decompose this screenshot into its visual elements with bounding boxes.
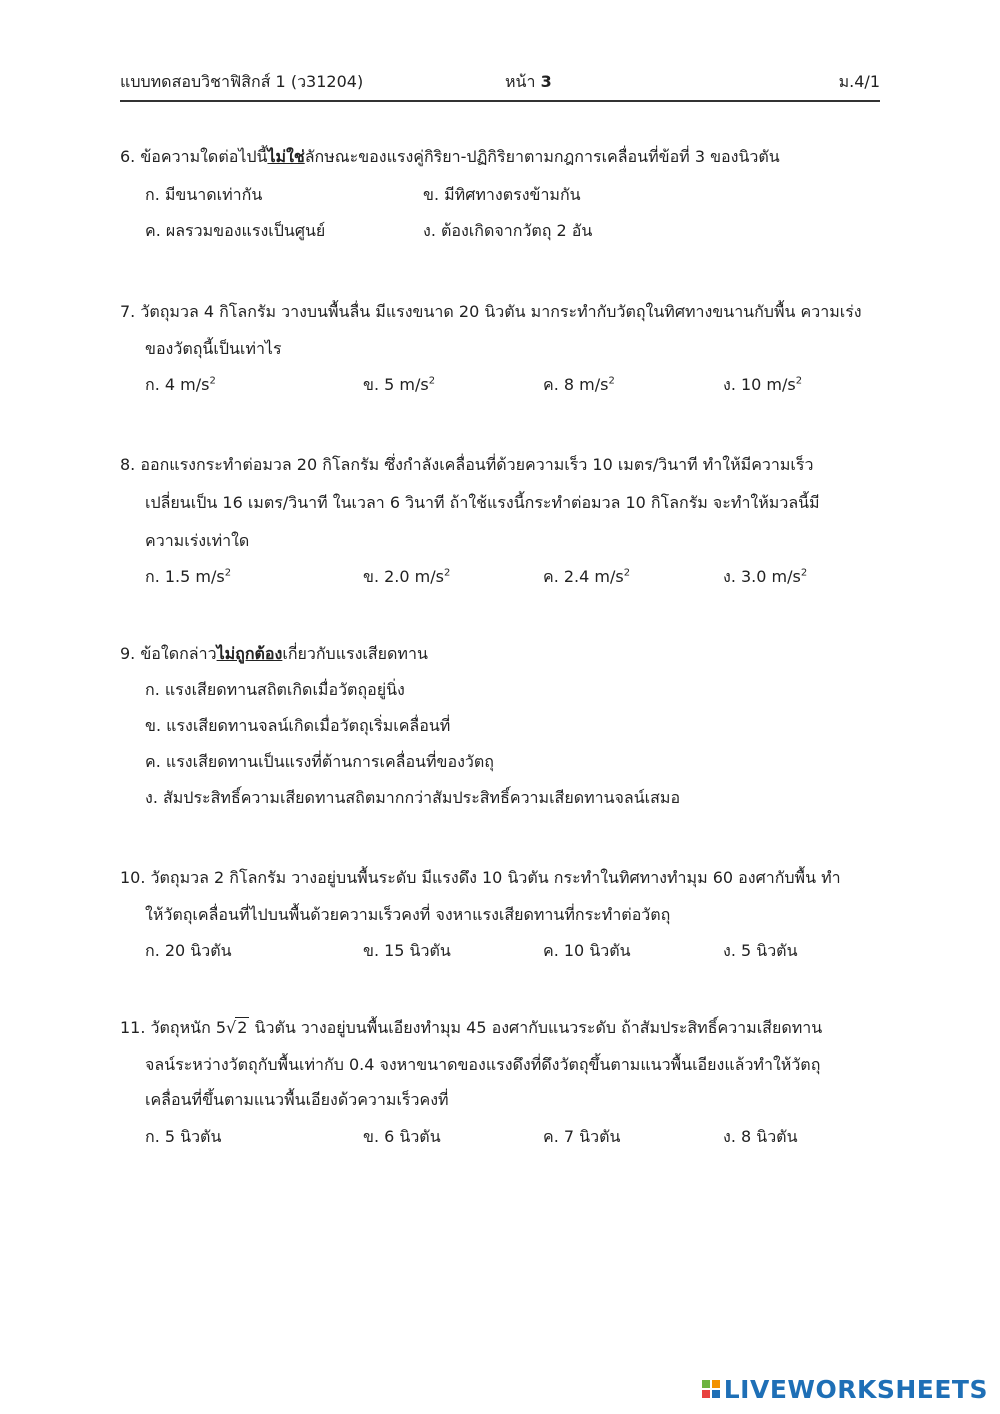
question-6 xyxy=(120,145,890,245)
q8-option-b-exp: 2 xyxy=(443,567,451,579)
q10-option-c[interactable]: ค. 10 นิวตัน xyxy=(543,941,631,960)
q7-option-c-text: ค. 8 m/s xyxy=(543,375,609,394)
q8-option-a[interactable] xyxy=(145,565,231,590)
sqrt-symbol: √2 xyxy=(226,1018,248,1037)
q9-option-a[interactable]: ก. แรงเสียดทานสถิตเกิดเมื่อวัตถุอยู่นิ่ง xyxy=(145,680,405,699)
header-subject: แบบทดสอบวิชาฟิสิกส์ 1 (ว31204) xyxy=(120,72,364,91)
question-8 xyxy=(120,453,890,593)
q7-option-b[interactable] xyxy=(363,373,435,398)
header-class: ม.4/1 xyxy=(838,72,880,91)
q7-option-d[interactable] xyxy=(723,373,802,398)
q7-option-a[interactable] xyxy=(145,373,216,398)
q7-option-d-exp: 2 xyxy=(795,375,803,387)
page-header xyxy=(120,70,880,102)
q10-option-b[interactable]: ข. 15 นิวตัน xyxy=(363,941,451,960)
q7-option-d-text: ง. 10 m/s xyxy=(723,375,796,394)
q8-option-d[interactable] xyxy=(723,565,807,590)
q10-option-d[interactable]: ง. 5 นิวตัน xyxy=(723,941,798,960)
q7-option-c[interactable] xyxy=(543,373,615,398)
q9-emphasis: ไม่ถูกต้อง xyxy=(216,644,283,663)
q10-option-a[interactable]: ก. 20 นิวตัน xyxy=(145,941,232,960)
q7-option-b-exp: 2 xyxy=(428,375,436,387)
q8-option-a-text: ก. 1.5 m/s xyxy=(145,567,225,586)
question-6-stem xyxy=(120,145,780,170)
q8-line-1: 8. ออกแรงกระทำต่อมวล 20 กิโลกรัม ซึ่งกำลังเคลื่อนที่ด้วยความเร็ว 10 เมตร/วินาที ทำให้มีความเร็ว xyxy=(120,455,814,474)
logo-text: LIVEWORKSHEETS xyxy=(723,1374,988,1404)
q11-option-b[interactable]: ข. 6 นิวตัน xyxy=(363,1127,441,1146)
question-7 xyxy=(120,300,890,400)
q11-radicand: 2 xyxy=(237,1018,248,1037)
q8-line-2: เปลี่ยนเป็น 16 เมตร/วินาที ในเวลา 6 วินาที ถ้าใช้แรงนี้กระทำต่อมวล 10 กิโลกรัม จะทำให้มวลนี้มี xyxy=(145,493,820,512)
q7-option-a-exp: 2 xyxy=(209,375,216,387)
q9-option-d[interactable]: ง. สัมประสิทธิ์ความเสียดทานสถิตมากกว่าสัมประสิทธิ์ความเสียดทานจลน์เสมอ xyxy=(145,788,681,807)
q10-line-1: 10. วัตถุมวล 2 กิโลกรัม วางอยู่บนพื้นระดับ มีแรงดึง 10 นิวตัน กระทำในทิศทางทำมุม 60 องศากับพื้น ทำ xyxy=(120,868,841,887)
q9-suffix: เกี่ยวกับแรงเสียดทาน xyxy=(282,644,428,663)
q10-line-2: ให้วัตถุเคลื่อนที่ไปบนพื้นด้วยความเร็วคงที่ จงหาแรงเสียดทานที่กระทำต่อวัตถุ xyxy=(145,905,671,924)
header-page-number: 3 xyxy=(540,72,552,91)
q11-line-1 xyxy=(120,1016,822,1041)
q6-option-d[interactable]: ง. ต้องเกิดจากวัตถุ 2 อัน xyxy=(423,221,593,240)
q7-option-b-text: ข. 5 m/s xyxy=(363,375,429,394)
header-page-label: หน้า xyxy=(505,72,541,91)
q6-prefix: 6. ข้อความใดต่อไปนี้ xyxy=(120,147,268,166)
q7-line-1: 7. วัตถุมวล 4 กิโลกรัม วางบนพื้นลื่น มีแรงขนาด 20 นิวตัน มากระทำกับวัตถุในทิศทางขนานกับพื้น ความเร่ง xyxy=(120,302,862,321)
q6-option-b[interactable]: ข. มีทิศทางตรงข้ามกัน xyxy=(423,185,581,204)
question-9-stem xyxy=(120,642,428,667)
q8-option-b[interactable] xyxy=(363,565,450,590)
q11-line-2: จลน์ระหว่างวัตถุกับพื้นเท่ากับ 0.4 จงหาขนาดของแรงดึงที่ดึงวัตถุขึ้นตามแนวพื้นเอียงแล้วทำให้วัตถุ xyxy=(145,1055,821,1074)
header-page xyxy=(505,70,552,95)
q6-option-a[interactable]: ก. มีขนาดเท่ากัน xyxy=(145,185,263,204)
question-10 xyxy=(120,866,890,966)
q6-suffix: ลักษณะของแรงคู่กิริยา-ปฏิกิริยาตามกฎการเคลื่อนที่ข้อที่ 3 ของนิวตัน xyxy=(304,147,780,166)
q9-option-b[interactable]: ข. แรงเสียดทานจลน์เกิดเมื่อวัตถุเริ่มเคลื่อนที่ xyxy=(145,716,451,735)
question-9 xyxy=(120,642,890,812)
q6-option-c[interactable]: ค. ผลรวมของแรงเป็นศูนย์ xyxy=(145,221,326,240)
q7-option-c-exp: 2 xyxy=(608,375,615,387)
q8-option-d-exp: 2 xyxy=(800,567,808,579)
logo-mark-icon xyxy=(702,1380,720,1398)
q9-option-c[interactable]: ค. แรงเสียดทานเป็นแรงที่ต้านการเคลื่อนที่ของวัตถุ xyxy=(145,752,494,771)
q7-option-a-text: ก. 4 m/s xyxy=(145,375,210,394)
q11-option-a[interactable]: ก. 5 นิวตัน xyxy=(145,1127,222,1146)
q7-line-2: ของวัตถุนี้เป็นเท่าไร xyxy=(145,339,282,358)
q8-option-d-text: ง. 3.0 m/s xyxy=(723,567,801,586)
q11-rest: นิวตัน วางอยู่บนพื้นเอียงทำมุม 45 องศากับแนวระดับ ถ้าสัมประสิทธิ์ความเสียดทาน xyxy=(249,1018,823,1037)
question-11 xyxy=(120,1016,890,1156)
q6-emphasis: ไม่ใช่ xyxy=(267,147,305,166)
q8-option-a-exp: 2 xyxy=(224,567,232,579)
q11-line-3: เคลื่อนที่ขึ้นตามแนวพื้นเอียงด้วความเร็วคงที่ xyxy=(145,1090,449,1109)
q8-option-c-exp: 2 xyxy=(623,567,631,579)
q8-option-b-text: ข. 2.0 m/s xyxy=(363,567,444,586)
q11-prefix: 11. วัตถุหนัก xyxy=(120,1018,216,1037)
liveworksheets-logo xyxy=(702,1374,988,1404)
q8-option-c[interactable] xyxy=(543,565,630,590)
q8-option-c-text: ค. 2.4 m/s xyxy=(543,567,624,586)
q11-option-d[interactable]: ง. 8 นิวตัน xyxy=(723,1127,798,1146)
q9-prefix: 9. ข้อใดกล่าว xyxy=(120,644,217,663)
q11-option-c[interactable]: ค. 7 นิวตัน xyxy=(543,1127,621,1146)
q8-line-3: ความเร่งเท่าใด xyxy=(145,531,250,550)
q11-coefficient: 5 xyxy=(215,1018,227,1037)
